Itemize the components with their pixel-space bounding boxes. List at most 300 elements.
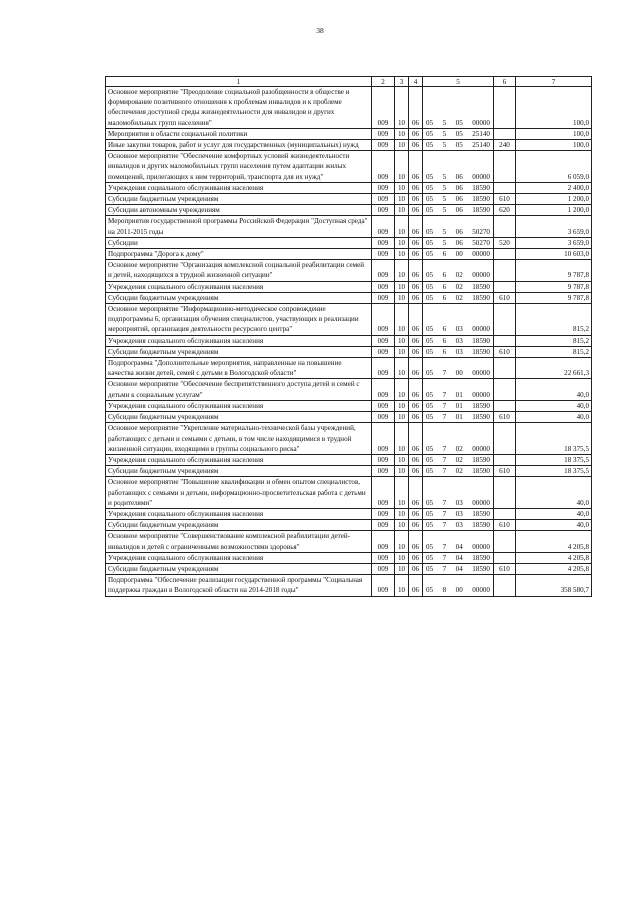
table-row <box>106 575 592 596</box>
row-col-4: 06 <box>409 520 423 531</box>
code-part-c: 06 <box>455 183 463 192</box>
table-row <box>106 520 592 531</box>
code-part-d: 00000 <box>472 390 490 399</box>
row-amount: 9 787,8 <box>516 292 592 303</box>
code-part-b: 5 <box>442 141 447 150</box>
row-col-2: 009 <box>372 140 395 151</box>
row-col-3: 10 <box>395 466 409 477</box>
row-amount: 815,2 <box>516 346 592 357</box>
table-body <box>106 87 592 597</box>
row-col-6 <box>494 281 516 292</box>
row-col-3: 10 <box>395 335 409 346</box>
table-row <box>106 304 592 336</box>
row-col-3: 10 <box>395 552 409 563</box>
code-part-b: 6 <box>442 282 447 291</box>
code-part-b: 7 <box>442 521 447 530</box>
row-col-4: 06 <box>409 477 423 509</box>
row-col-4: 06 <box>409 205 423 216</box>
row-amount: 100,0 <box>516 140 592 151</box>
code-part-c: 03 <box>455 347 463 356</box>
row-name: Учреждения социального обслуживания населения <box>106 552 372 563</box>
row-col-5 <box>423 237 494 248</box>
row-col-3: 10 <box>395 151 409 183</box>
code-part-b: 6 <box>442 347 447 356</box>
row-col-6 <box>494 379 516 400</box>
code-part-c: 04 <box>455 564 463 573</box>
table-row <box>106 140 592 151</box>
row-col-3: 10 <box>395 520 409 531</box>
code-part-a: 05 <box>426 206 434 215</box>
row-col-5 <box>423 128 494 139</box>
row-amount: 9 787,8 <box>516 260 592 281</box>
table-row <box>106 292 592 303</box>
row-col-4: 06 <box>409 379 423 400</box>
row-col-5 <box>423 454 494 465</box>
row-col-5 <box>423 358 494 379</box>
row-col-3: 10 <box>395 563 409 574</box>
row-col-4: 06 <box>409 552 423 563</box>
code-part-c: 02 <box>455 271 463 280</box>
row-col-3: 10 <box>395 477 409 509</box>
code-part-b: 5 <box>442 129 447 138</box>
table-row <box>106 400 592 411</box>
code-part-a: 05 <box>426 293 434 302</box>
code-part-c: 06 <box>455 206 463 215</box>
code-part-b: 6 <box>442 271 447 280</box>
code-part-d: 00000 <box>472 369 490 378</box>
row-name: Основное мероприятие "Информационно-методическое сопровождение подпрограммы 6, организация обучения специалистов, участвующих в реализации мероприятий, организация деятельности ресурсного центра" <box>106 304 372 336</box>
row-amount: 815,2 <box>516 335 592 346</box>
code-part-d: 18590 <box>472 206 490 215</box>
row-amount: 40,0 <box>516 412 592 423</box>
row-col-5 <box>423 292 494 303</box>
code-part-b: 5 <box>442 227 447 236</box>
code-part-b: 7 <box>442 564 447 573</box>
row-col-6: 610 <box>494 194 516 205</box>
code-part-b: 7 <box>442 553 447 562</box>
row-col-5 <box>423 508 494 519</box>
table-row <box>106 477 592 509</box>
code-part-b: 7 <box>442 390 447 399</box>
row-col-6: 610 <box>494 520 516 531</box>
row-col-6 <box>494 477 516 509</box>
table-row <box>106 182 592 193</box>
row-col-6 <box>494 304 516 336</box>
row-name: Мероприятия государственной программы Российской Федерации "Доступная среда" на 2011-2015 годы <box>106 216 372 237</box>
row-col-4: 06 <box>409 194 423 205</box>
row-name: Субсидии бюджетным учреждениям <box>106 466 372 477</box>
code-part-b: 8 <box>442 586 447 595</box>
code-part-b: 6 <box>442 250 447 259</box>
row-col-3: 10 <box>395 237 409 248</box>
code-part-c: 01 <box>455 413 463 422</box>
table-row <box>106 508 592 519</box>
row-col-3: 10 <box>395 216 409 237</box>
table-row <box>106 412 592 423</box>
row-col-3: 10 <box>395 281 409 292</box>
code-part-c: 00 <box>455 586 463 595</box>
row-col-2: 009 <box>372 128 395 139</box>
row-col-2: 009 <box>372 400 395 411</box>
row-name: Учреждения социального обслуживания населения <box>106 400 372 411</box>
code-part-a: 05 <box>426 542 434 551</box>
table-row <box>106 346 592 357</box>
row-col-5 <box>423 182 494 193</box>
row-col-4: 06 <box>409 260 423 281</box>
code-part-b: 7 <box>442 498 447 507</box>
row-col-6 <box>494 508 516 519</box>
code-part-b: 7 <box>442 444 447 453</box>
row-col-6 <box>494 151 516 183</box>
row-col-3: 10 <box>395 292 409 303</box>
row-name: Субсидии бюджетным учреждениям <box>106 412 372 423</box>
row-col-4: 06 <box>409 466 423 477</box>
code-part-c: 05 <box>455 141 463 150</box>
code-part-c: 02 <box>455 444 463 453</box>
row-col-3: 10 <box>395 412 409 423</box>
row-col-2: 009 <box>372 216 395 237</box>
header-col-3: 3 <box>395 77 409 87</box>
row-col-4: 06 <box>409 128 423 139</box>
row-col-5 <box>423 423 494 455</box>
code-part-d: 50270 <box>472 238 490 247</box>
row-amount: 4 205,8 <box>516 563 592 574</box>
code-part-b: 7 <box>442 401 447 410</box>
code-part-c: 03 <box>455 521 463 530</box>
row-amount: 3 659,0 <box>516 237 592 248</box>
row-col-6: 610 <box>494 412 516 423</box>
code-part-c: 03 <box>455 509 463 518</box>
row-col-5 <box>423 260 494 281</box>
row-col-3: 10 <box>395 508 409 519</box>
row-amount: 22 661,3 <box>516 358 592 379</box>
row-col-2: 009 <box>372 412 395 423</box>
row-col-2: 009 <box>372 358 395 379</box>
row-col-5 <box>423 466 494 477</box>
code-part-c: 06 <box>455 238 463 247</box>
code-part-c: 06 <box>455 195 463 204</box>
row-col-4: 06 <box>409 304 423 336</box>
table-row <box>106 466 592 477</box>
row-col-4: 06 <box>409 400 423 411</box>
row-col-2: 009 <box>372 552 395 563</box>
row-col-6 <box>494 454 516 465</box>
code-part-c: 01 <box>455 401 463 410</box>
code-part-a: 05 <box>426 129 434 138</box>
row-col-6 <box>494 423 516 455</box>
row-amount: 1 200,0 <box>516 194 592 205</box>
table-row <box>106 237 592 248</box>
row-col-3: 10 <box>395 260 409 281</box>
code-part-d: 18590 <box>472 401 490 410</box>
row-name: Субсидии бюджетным учреждениям <box>106 563 372 574</box>
row-col-6: 610 <box>494 292 516 303</box>
row-amount: 9 787,8 <box>516 281 592 292</box>
row-amount: 100,0 <box>516 128 592 139</box>
row-name: Подпрограмма "Дополнительные мероприятия, направленные на повышение качества жизни детей, семей с детьми в Вологодской области" <box>106 358 372 379</box>
row-col-4: 06 <box>409 87 423 129</box>
header-col-5: 5 <box>423 77 494 87</box>
row-col-6 <box>494 552 516 563</box>
row-name: Основное мероприятие "Укрепление материально-технической базы учреждений, работающих с детьми и семьями с детьми, в том числе находящимися в трудной жизненной ситуации, входящими в группы социального риска" <box>106 423 372 455</box>
code-part-b: 5 <box>442 238 447 247</box>
page-number: 38 <box>316 26 324 35</box>
row-name: Учреждения социального обслуживания населения <box>106 454 372 465</box>
row-col-6 <box>494 128 516 139</box>
code-part-a: 05 <box>426 444 434 453</box>
code-part-a: 05 <box>426 183 434 192</box>
header-row <box>106 77 592 87</box>
row-col-5 <box>423 400 494 411</box>
table-row <box>106 379 592 400</box>
code-part-b: 7 <box>442 542 447 551</box>
table-row <box>106 194 592 205</box>
code-part-a: 05 <box>426 238 434 247</box>
code-part-d: 18590 <box>472 509 490 518</box>
code-part-a: 05 <box>426 586 434 595</box>
code-part-d: 00000 <box>472 172 490 181</box>
row-col-4: 06 <box>409 281 423 292</box>
row-col-6: 240 <box>494 140 516 151</box>
row-col-5 <box>423 140 494 151</box>
row-col-3: 10 <box>395 249 409 260</box>
row-col-6 <box>494 87 516 129</box>
row-col-5 <box>423 194 494 205</box>
table-row <box>106 358 592 379</box>
row-col-3: 10 <box>395 454 409 465</box>
row-col-6 <box>494 260 516 281</box>
code-part-c: 00 <box>455 369 463 378</box>
row-col-3: 10 <box>395 575 409 596</box>
row-name: Субсидии автономным учреждениям <box>106 205 372 216</box>
row-col-4: 06 <box>409 216 423 237</box>
header-col-1: 1 <box>106 77 372 87</box>
row-col-5 <box>423 575 494 596</box>
code-part-b: 6 <box>442 293 447 302</box>
row-amount: 6 059,0 <box>516 151 592 183</box>
row-col-2: 009 <box>372 454 395 465</box>
code-part-c: 03 <box>455 498 463 507</box>
row-col-5 <box>423 477 494 509</box>
code-part-b: 5 <box>442 172 447 181</box>
header-col-2: 2 <box>372 77 395 87</box>
row-col-2: 009 <box>372 531 395 552</box>
code-part-c: 00 <box>455 250 463 259</box>
code-part-a: 05 <box>426 564 434 573</box>
row-name: Основное мероприятие "Обеспечение беспрепятственного доступа детей и семей с детьми к социальным услугам" <box>106 379 372 400</box>
row-amount: 4 205,8 <box>516 552 592 563</box>
code-part-a: 05 <box>426 227 434 236</box>
code-part-c: 02 <box>455 293 463 302</box>
code-part-b: 6 <box>442 325 447 334</box>
row-amount: 40,0 <box>516 379 592 400</box>
code-part-a: 05 <box>426 325 434 334</box>
table-row <box>106 531 592 552</box>
code-part-a: 05 <box>426 413 434 422</box>
code-part-b: 5 <box>442 195 447 204</box>
code-part-c: 02 <box>455 455 463 464</box>
row-name: Учреждения социального обслуживания населения <box>106 508 372 519</box>
row-col-4: 06 <box>409 412 423 423</box>
row-name: Подпрограмма "Дорога к дому" <box>106 249 372 260</box>
row-col-2: 009 <box>372 87 395 129</box>
row-name: Субсидии бюджетным учреждениям <box>106 520 372 531</box>
row-amount: 358 580,7 <box>516 575 592 596</box>
row-col-3: 10 <box>395 379 409 400</box>
row-name: Основное мероприятие "Совершенствование комплексной реабилитации детей-инвалидов и детей с ограниченными возможностями здоровья" <box>106 531 372 552</box>
code-part-a: 05 <box>426 498 434 507</box>
table-row <box>106 260 592 281</box>
row-name: Основное мероприятие "Преодоление социальной разобщенности в обществе и формирование позитивного отношения к проблемам инвалидов и к проблеме обеспечения доступной среды жизнедеятельности для инвалидов и других маломобильных групп населения" <box>106 87 372 129</box>
code-part-a: 05 <box>426 195 434 204</box>
row-col-2: 009 <box>372 563 395 574</box>
code-part-a: 05 <box>426 282 434 291</box>
row-name: Учреждения социального обслуживания населения <box>106 281 372 292</box>
code-part-b: 6 <box>442 336 447 345</box>
row-col-5 <box>423 531 494 552</box>
row-col-2: 009 <box>372 335 395 346</box>
header-col-6: 6 <box>494 77 516 87</box>
row-col-5 <box>423 216 494 237</box>
row-col-2: 009 <box>372 304 395 336</box>
row-amount: 18 375,5 <box>516 454 592 465</box>
row-amount: 40,0 <box>516 508 592 519</box>
code-part-d: 00000 <box>472 250 490 259</box>
code-part-d: 18590 <box>472 347 490 356</box>
row-col-2: 009 <box>372 260 395 281</box>
row-amount: 10 603,0 <box>516 249 592 260</box>
header-col-7: 7 <box>516 77 592 87</box>
code-part-c: 03 <box>455 325 463 334</box>
row-col-5 <box>423 520 494 531</box>
code-part-b: 5 <box>442 118 447 127</box>
row-col-6: 620 <box>494 205 516 216</box>
code-part-a: 05 <box>426 347 434 356</box>
row-col-4: 06 <box>409 454 423 465</box>
row-amount: 40,0 <box>516 477 592 509</box>
code-part-c: 01 <box>455 390 463 399</box>
row-col-5 <box>423 304 494 336</box>
row-col-4: 06 <box>409 508 423 519</box>
code-part-b: 7 <box>442 413 447 422</box>
row-col-4: 06 <box>409 335 423 346</box>
code-part-d: 18590 <box>472 195 490 204</box>
row-col-5 <box>423 563 494 574</box>
row-col-6: 610 <box>494 466 516 477</box>
row-col-4: 06 <box>409 563 423 574</box>
row-col-2: 009 <box>372 379 395 400</box>
row-col-3: 10 <box>395 205 409 216</box>
row-col-5 <box>423 379 494 400</box>
code-part-a: 05 <box>426 553 434 562</box>
table-row <box>106 281 592 292</box>
code-part-a: 05 <box>426 401 434 410</box>
row-col-3: 10 <box>395 400 409 411</box>
table-row <box>106 552 592 563</box>
row-col-6 <box>494 531 516 552</box>
row-col-4: 06 <box>409 575 423 596</box>
code-part-b: 7 <box>442 369 447 378</box>
row-col-6 <box>494 216 516 237</box>
row-col-6: 520 <box>494 237 516 248</box>
row-col-4: 06 <box>409 346 423 357</box>
row-name: Мероприятия в области социальной политики <box>106 128 372 139</box>
code-part-c: 03 <box>455 336 463 345</box>
row-col-6 <box>494 182 516 193</box>
code-part-d: 00000 <box>472 271 490 280</box>
row-col-2: 009 <box>372 281 395 292</box>
row-col-6: 610 <box>494 346 516 357</box>
row-amount: 2 400,0 <box>516 182 592 193</box>
code-part-a: 05 <box>426 172 434 181</box>
row-col-2: 009 <box>372 466 395 477</box>
row-col-2: 009 <box>372 508 395 519</box>
code-part-c: 05 <box>455 118 463 127</box>
code-part-d: 00000 <box>472 542 490 551</box>
row-amount: 815,2 <box>516 304 592 336</box>
row-col-6 <box>494 575 516 596</box>
row-col-3: 10 <box>395 304 409 336</box>
row-col-4: 06 <box>409 237 423 248</box>
row-amount: 18 375,5 <box>516 466 592 477</box>
code-part-d: 18590 <box>472 455 490 464</box>
code-part-d: 18590 <box>472 521 490 530</box>
code-part-d: 00000 <box>472 498 490 507</box>
row-col-5 <box>423 552 494 563</box>
row-col-5 <box>423 335 494 346</box>
table-row <box>106 151 592 183</box>
row-col-2: 009 <box>372 151 395 183</box>
row-col-5 <box>423 249 494 260</box>
row-col-3: 10 <box>395 128 409 139</box>
row-name: Основное мероприятие "Обеспечение комфортных условий жизнедеятельности инвалидов и других маломобильных групп населения путем адаптации жилых помещений, прилегающих к ним территорий, транспорта для их нужд" <box>106 151 372 183</box>
code-part-a: 05 <box>426 467 434 476</box>
code-part-b: 5 <box>442 206 447 215</box>
row-name: Субсидии бюджетным учреждениям <box>106 194 372 205</box>
row-col-4: 06 <box>409 182 423 193</box>
row-col-2: 009 <box>372 292 395 303</box>
row-amount: 4 205,8 <box>516 531 592 552</box>
code-part-a: 05 <box>426 336 434 345</box>
row-col-4: 06 <box>409 531 423 552</box>
row-col-5 <box>423 412 494 423</box>
code-part-d: 18590 <box>472 282 490 291</box>
row-col-6 <box>494 335 516 346</box>
code-part-a: 05 <box>426 118 434 127</box>
code-part-d: 00000 <box>472 325 490 334</box>
code-part-d: 18590 <box>472 336 490 345</box>
row-col-3: 10 <box>395 87 409 129</box>
table-row <box>106 454 592 465</box>
row-col-6 <box>494 358 516 379</box>
table-row <box>106 216 592 237</box>
code-part-a: 05 <box>426 509 434 518</box>
row-col-3: 10 <box>395 531 409 552</box>
budget-table <box>105 76 592 597</box>
code-part-d: 18590 <box>472 413 490 422</box>
code-part-d: 18590 <box>472 467 490 476</box>
code-part-b: 5 <box>442 183 447 192</box>
code-part-d: 18590 <box>472 183 490 192</box>
row-col-2: 009 <box>372 346 395 357</box>
row-col-5 <box>423 346 494 357</box>
row-col-3: 10 <box>395 358 409 379</box>
table-row <box>106 423 592 455</box>
table-row <box>106 335 592 346</box>
row-name: Субсидии <box>106 237 372 248</box>
code-part-a: 05 <box>426 369 434 378</box>
row-col-2: 009 <box>372 182 395 193</box>
